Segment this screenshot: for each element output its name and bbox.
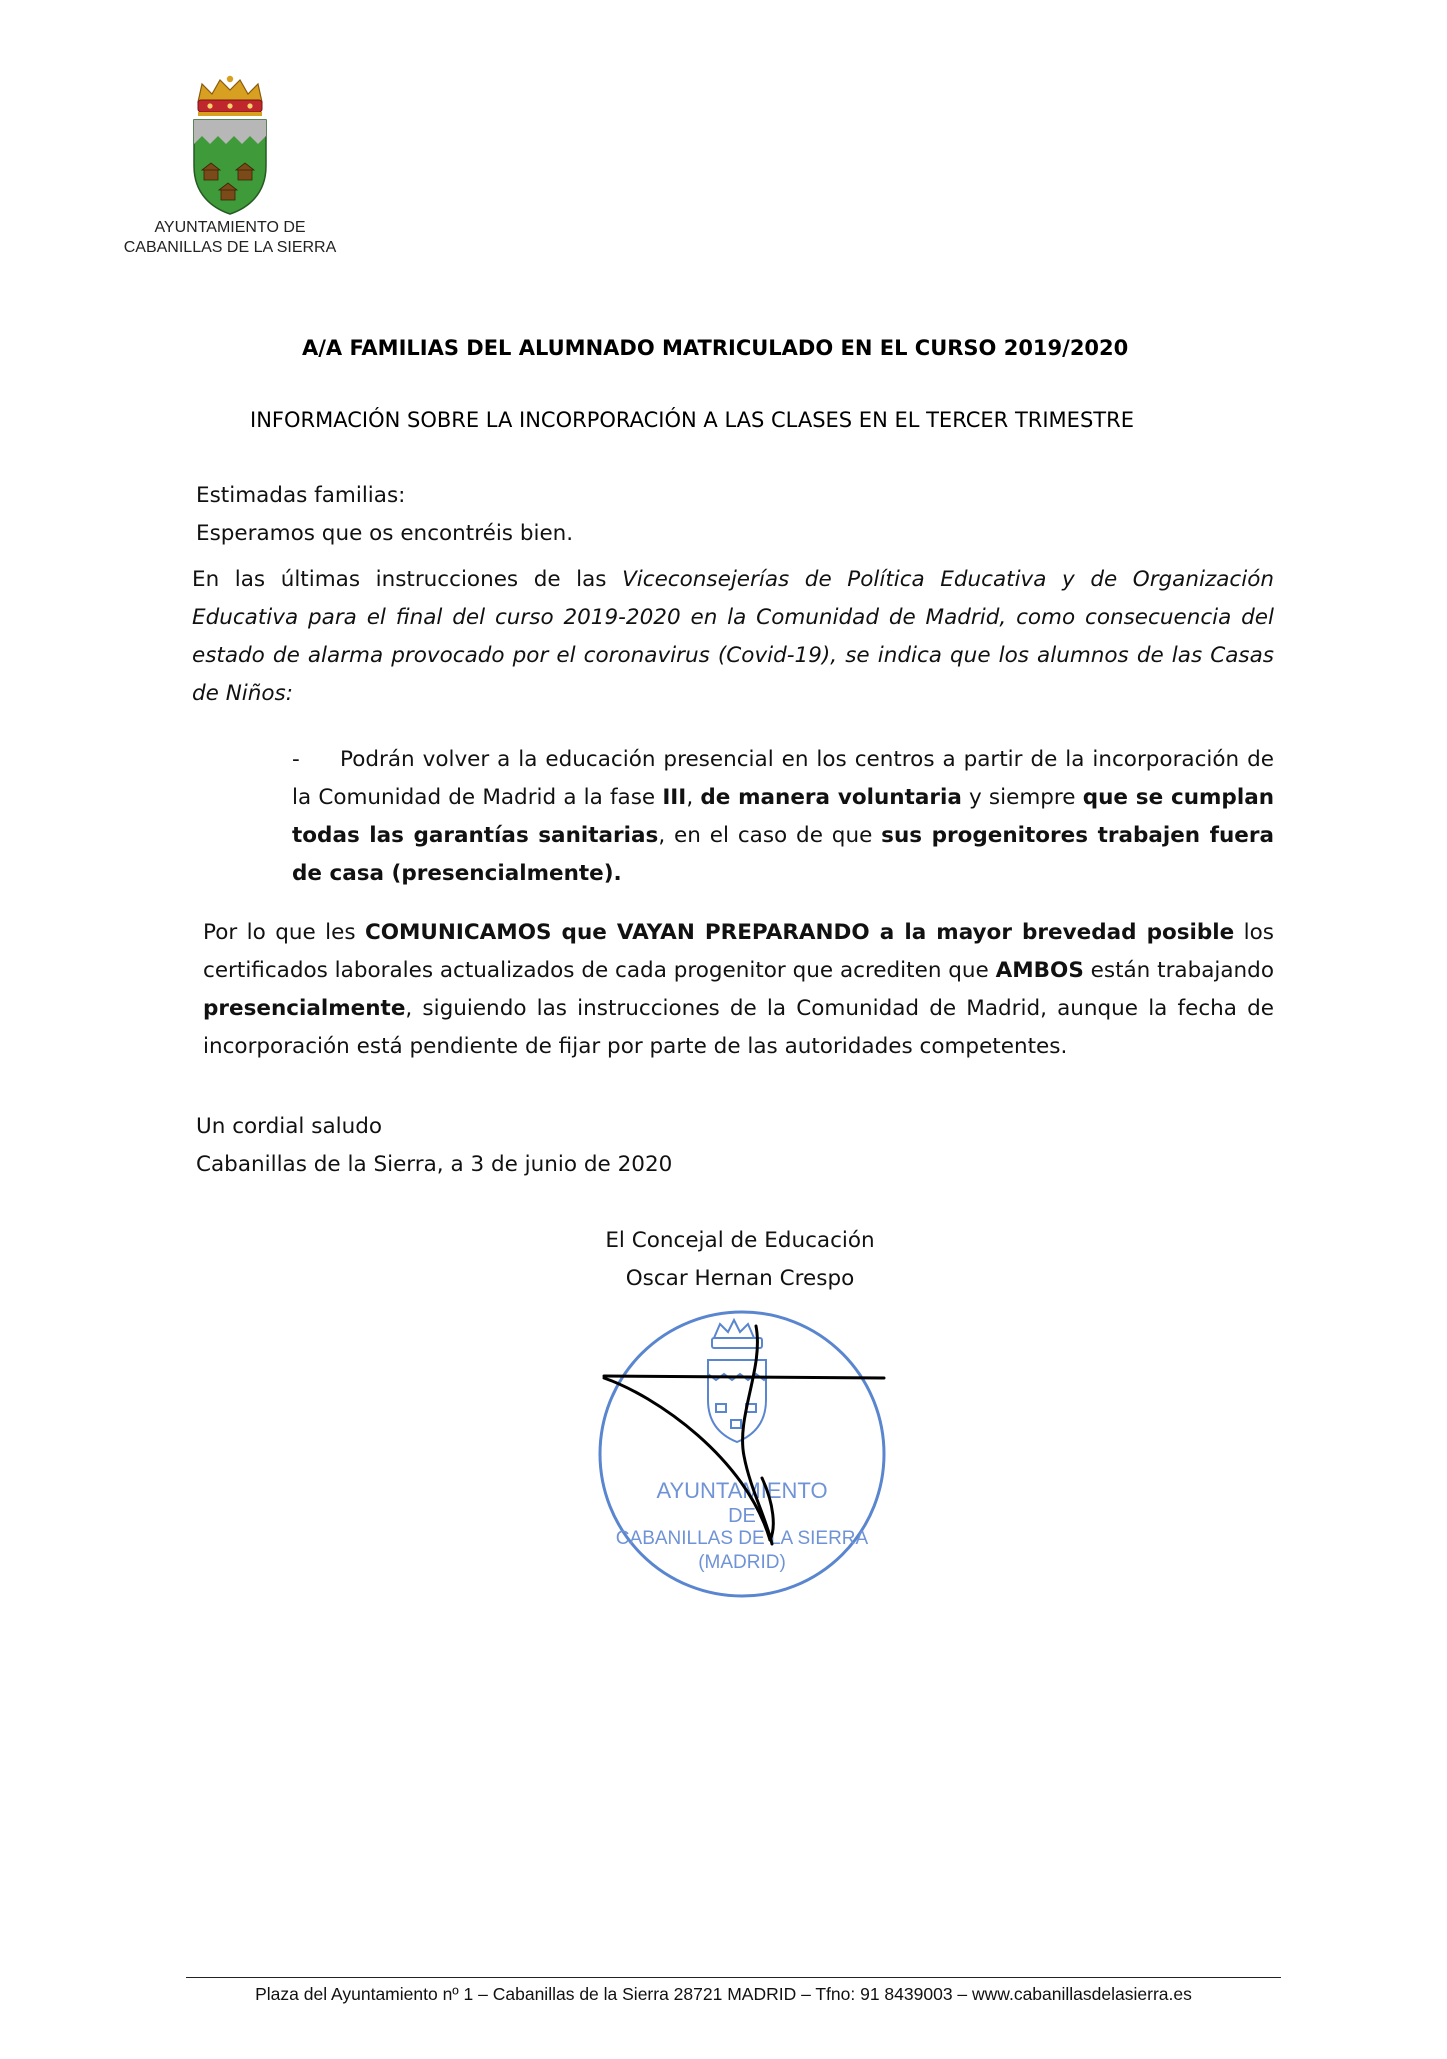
closing-salutation: Un cordial saludo bbox=[196, 1114, 383, 1139]
notice-bold-in-person: presencialmente bbox=[203, 996, 406, 1021]
crown-icon bbox=[198, 76, 262, 116]
bullet-bold-guarantees: que se cumplan todas las garantías sanitarias bbox=[292, 785, 1275, 848]
stamp-crest-icon bbox=[708, 1320, 768, 1442]
bullet-bold-parents: sus progenitores trabajen fuera de casa (presencialmente). bbox=[292, 823, 1274, 886]
notice-text: están trabajando bbox=[1083, 958, 1274, 983]
bullet-text: y siempre bbox=[961, 785, 1083, 810]
signatory-name: Oscar Hernan Crespo bbox=[625, 1266, 855, 1291]
notice-text: Por lo que les bbox=[203, 920, 365, 945]
stamp-line2: DE bbox=[728, 1505, 756, 1527]
notice-text: , siguiendo las instrucciones de la Comunidad de Madrid, aunque la fecha de incorporación está pendiente de fijar por parte de las autoridades competentes. bbox=[203, 996, 1274, 1059]
bullet-dash: - bbox=[292, 747, 300, 772]
stamp-line4: (MADRID) bbox=[698, 1552, 786, 1573]
intro-paragraph bbox=[192, 561, 1274, 713]
greeting-line2: Esperamos que os encontréis bien. bbox=[196, 521, 574, 546]
notice-bold-communicate: COMUNICAMOS que VAYAN PREPARANDO a la mayor brevedad posible bbox=[364, 920, 1235, 945]
footer-divider bbox=[186, 1977, 1281, 1978]
greeting-line1: Estimadas familias: bbox=[196, 483, 406, 508]
bullet-text: , bbox=[686, 785, 701, 810]
intro-text: En las últimas instrucciones de las bbox=[192, 567, 623, 592]
bullet-text: , en el caso de que bbox=[658, 823, 882, 848]
org-name-line1: AYUNTAMIENTO DE bbox=[154, 219, 306, 236]
intro-italic-text: Viceconsejerías de Política Educativa y de Organización Educativa para el final del curso 2019-2020 en la Comunidad de Madrid, como consecuencia del estado de alarma provocado por el coronavirus (Covid-19), se indica que los alumnos de las Casas de Niños: bbox=[192, 567, 1274, 706]
closing-place-date: Cabanillas de la Sierra, a 3 de junio de 2020 bbox=[196, 1152, 673, 1177]
official-stamp-icon bbox=[596, 1308, 888, 1600]
notice-bold-both: AMBOS bbox=[995, 958, 1084, 983]
notice-paragraph bbox=[203, 914, 1274, 1066]
stamp-line1: AYUNTAMIENTO bbox=[656, 1478, 828, 1503]
bullet-bold-phase: III bbox=[662, 785, 687, 810]
document-title: A/A FAMILIAS DEL ALUMNADO MATRICULADO EN EL CURSO 2019/2020 bbox=[302, 336, 1129, 360]
footer-contact: Plaza del Ayuntamiento nº 1 – Cabanillas de la Sierra 28721 MADRID – Tfno: 91 8439003 – www.cabanillasdelasierra.es bbox=[255, 1984, 1192, 2004]
bullet-bold-voluntary: de manera voluntaria bbox=[700, 785, 962, 810]
notice-text: los certificados laborales actualizados de cada progenitor que acrediten que bbox=[203, 920, 1274, 983]
coat-of-arms-icon bbox=[190, 74, 270, 216]
stamp-line3: CABANILLAS DE LA SIERRA bbox=[615, 1528, 869, 1549]
document-subtitle: INFORMACIÓN SOBRE LA INCORPORACIÓN A LAS CLASES EN EL TERCER TRIMESTRE bbox=[250, 408, 1134, 432]
signatory-role: El Concejal de Educación bbox=[605, 1228, 875, 1253]
bullet-text: Podrán volver a la educación presencial en los centros a partir de la incorporación de la Comunidad de Madrid a la fase bbox=[292, 747, 1274, 810]
org-name-line2: CABANILLAS DE LA SIERRA bbox=[123, 239, 337, 256]
bullet-item bbox=[292, 741, 1274, 893]
